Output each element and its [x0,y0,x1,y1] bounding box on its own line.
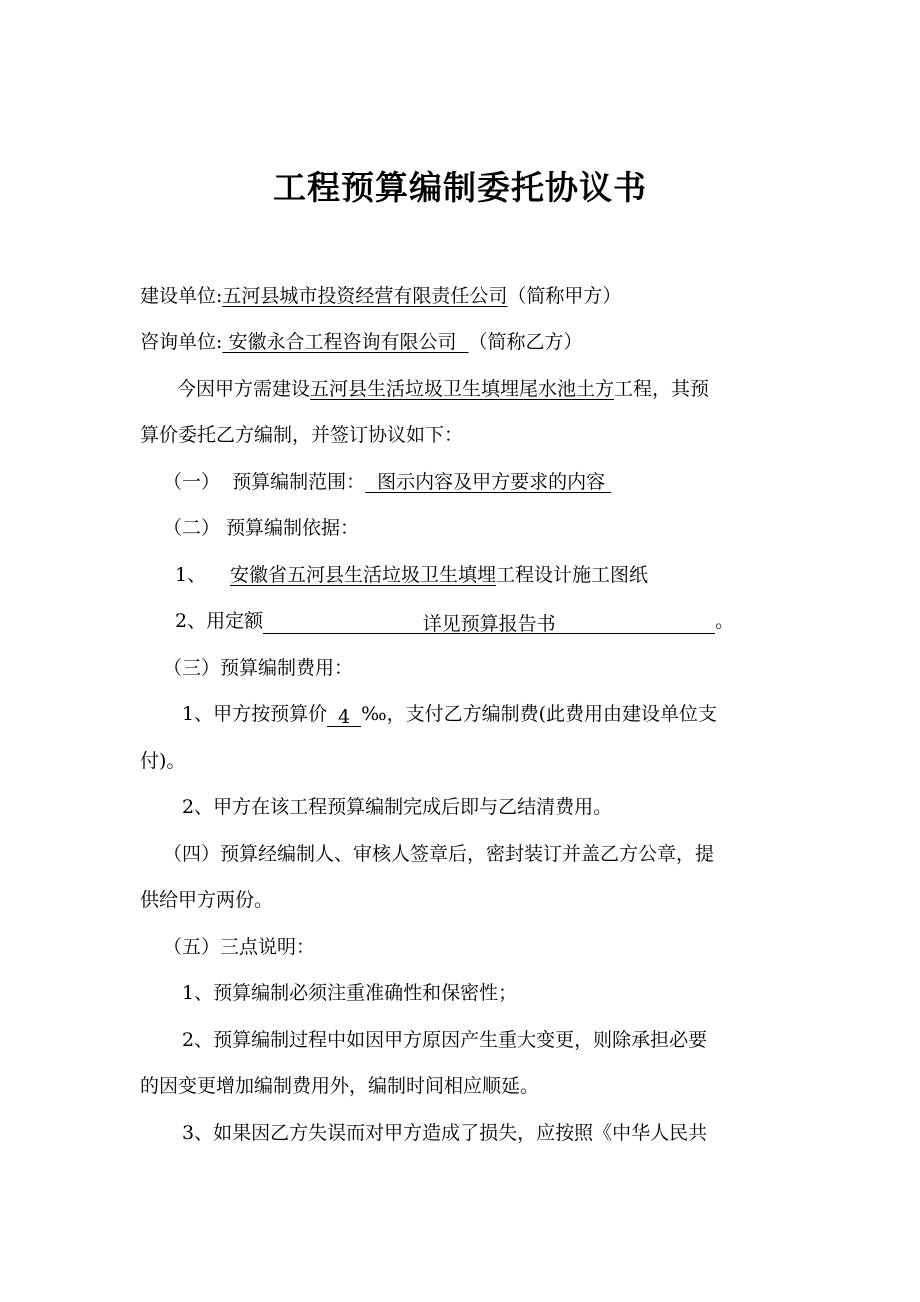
intro-project: 五河县生活垃圾卫生填埋尾水池土方 [310,378,615,400]
intro-suffix: 工程，其预 [614,378,710,400]
fee-1-line-1 [182,701,717,727]
note-3-line: 3、如果因乙方失误而对甲方造成了损失，应按照《中华人民共 [182,1122,708,1144]
basis-2-suffix: 。 [715,610,735,632]
basis-1-line [175,562,648,588]
section-2-label: （二） 预算编制依据： [163,517,360,539]
note-1-line: 1、预算编制必须注重准确性和保密性； [182,982,518,1004]
fee-1-line-2: 付)。 [140,750,186,772]
section-4-line-1: （四）预算经编制人、审核人签章后，密封装订并盖乙方公章，提 [163,843,715,865]
note-2-line-1: 2、预算编制过程中如因甲方原因产生重大变更，则除承担必要 [182,1029,708,1051]
section-1-value: 图示内容及甲方要求的内容 [365,471,612,493]
fee-1-prefix: 1、甲方按预算价 [182,703,328,725]
consultant-line [140,329,583,355]
section-3-label: （三）预算编制费用： [163,657,354,679]
fee-1-rate: 4 [327,704,361,727]
fee-2-line: 2、甲方在该工程预算编制完成后即与乙结清费用。 [182,796,613,818]
fee-1-suffix: ‰，支付乙方编制费(此费用由建设单位支 [361,703,718,725]
basis-2-line [175,608,734,634]
client-line [140,283,621,309]
section-5-label: （五）三点说明： [163,936,316,958]
section-1-label: （一） 预算编制范围： [163,471,366,493]
document-title: 工程预算编制委托协议书 [273,168,647,207]
basis-2-prefix: 2、用定额 [175,610,264,632]
section-4-line-2: 供给甲方两份。 [140,889,274,911]
consultant-suffix: （简称乙方） [468,331,583,353]
intro-prefix: 今因甲方需建设 [177,378,311,400]
basis-1-suffix: 工程设计施工图纸 [496,564,649,586]
client-suffix: （简称甲方） [507,285,622,307]
intro-line-2: 算价委托乙方编制，并签订协议如下： [140,424,464,446]
note-2-line-2: 的因变更增加编制费用外，编制时间相应顺延。 [140,1075,540,1097]
section-1-line [163,469,611,495]
client-value: 五河县城市投资经营有限责任公司 [222,285,508,307]
client-label: 建设单位: [140,285,223,307]
intro-line-1 [177,376,709,402]
consultant-label: 咨询单位: [140,331,223,353]
basis-1-num: 1、 [175,564,207,586]
basis-2-value: 详见预算报告书 [263,611,715,634]
basis-1-value: 安徽省五河县生活垃圾卫生填埋 [230,564,497,586]
consultant-value: 安徽永合工程咨询有限公司 [222,331,469,353]
